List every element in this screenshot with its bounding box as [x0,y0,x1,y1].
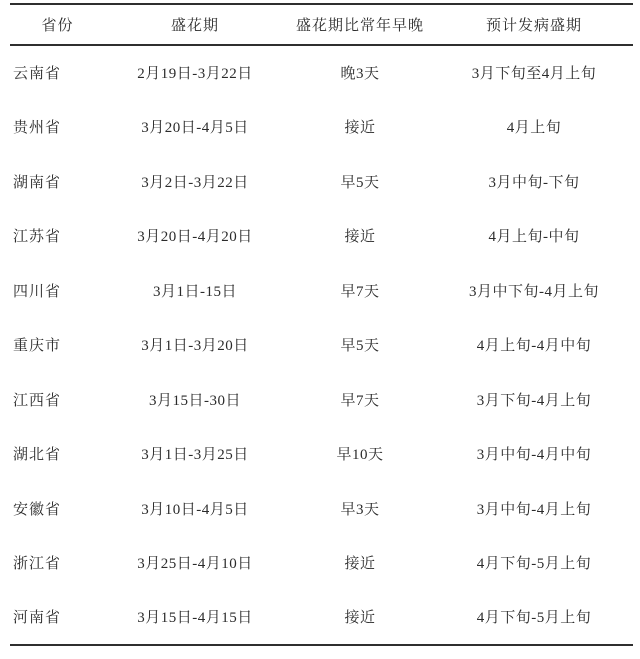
cell-disease-peak: 3月下旬至4月上旬 [471,66,597,83]
cell-earlier-later: 早3天 [340,501,380,518]
table-row [10,481,633,536]
table-row [10,209,633,264]
cell-province: 河南省 [13,610,62,627]
cell-bloom-period: 3月20日-4月20日 [137,229,253,246]
cell-earlier-later: 早5天 [340,174,380,191]
cell-province: 湖南省 [13,174,62,191]
table-row [10,45,633,100]
column-header-earlier-later: 盛花期比常年早晚 [295,18,424,34]
cell-earlier-later: 早7天 [340,283,380,300]
cell-earlier-later: 早10天 [336,447,384,464]
table-row [10,318,633,373]
cell-province: 贵州省 [13,120,62,137]
cell-province: 四川省 [13,283,62,300]
table-row [10,590,633,645]
cell-disease-peak: 3月中旬-下旬 [488,174,580,191]
cell-province: 江苏省 [13,229,62,246]
cell-disease-peak: 3月下旬-4月上旬 [476,392,592,409]
cell-disease-peak: 4月下旬-5月上旬 [476,556,592,573]
cell-bloom-period: 3月2日-3月22日 [141,174,249,191]
bloom-forecast-table [10,3,633,646]
cell-earlier-later: 接近 [344,229,376,246]
cell-earlier-later: 早5天 [340,338,380,355]
column-header-disease-peak: 预计发病盛期 [485,18,582,34]
cell-disease-peak: 3月中旬-4月中旬 [476,447,592,464]
table-row [10,372,633,427]
cell-bloom-period: 3月20日-4月5日 [141,120,249,137]
cell-disease-peak: 4月上旬-中旬 [488,229,580,246]
cell-bloom-period: 3月1日-3月25日 [141,447,249,464]
cell-province: 安徽省 [13,501,62,518]
cell-earlier-later: 接近 [344,120,376,137]
cell-disease-peak: 4月下旬-5月上旬 [476,610,592,627]
column-header-province: 省份 [41,18,74,34]
cell-bloom-period: 2月19日-3月22日 [137,66,253,83]
cell-bloom-period: 3月10日-4月5日 [141,501,249,518]
cell-province: 浙江省 [13,556,62,573]
table-row [10,263,633,318]
cell-bloom-period: 3月1日-3月20日 [141,338,249,355]
cell-earlier-later: 早7天 [340,392,380,409]
table-row [10,536,633,591]
cell-earlier-later: 接近 [344,610,376,627]
column-header-bloom-period: 盛花期 [170,18,219,34]
cell-disease-peak: 3月中旬-4月上旬 [476,501,592,518]
table-row [10,154,633,209]
cell-bloom-period: 3月1日-15日 [153,283,237,300]
cell-disease-peak: 4月上旬 [506,120,562,137]
cell-bloom-period: 3月15日-4月15日 [137,610,253,627]
cell-province: 江西省 [13,392,62,409]
header-row [10,4,633,45]
cell-bloom-period: 3月15日-30日 [149,392,241,409]
table-row [10,100,633,155]
cell-earlier-later: 接近 [344,556,376,573]
cell-disease-peak: 3月中下旬-4月上旬 [469,283,599,300]
table-row [10,427,633,482]
cell-disease-peak: 4月上旬-4月中旬 [476,338,592,355]
cell-province: 云南省 [13,66,62,83]
cell-province: 重庆市 [13,338,62,355]
table-header [10,4,633,45]
cell-bloom-period: 3月25日-4月10日 [137,556,253,573]
cell-province: 湖北省 [13,447,62,464]
table-body [10,45,633,645]
cell-earlier-later: 晚3天 [340,66,380,83]
